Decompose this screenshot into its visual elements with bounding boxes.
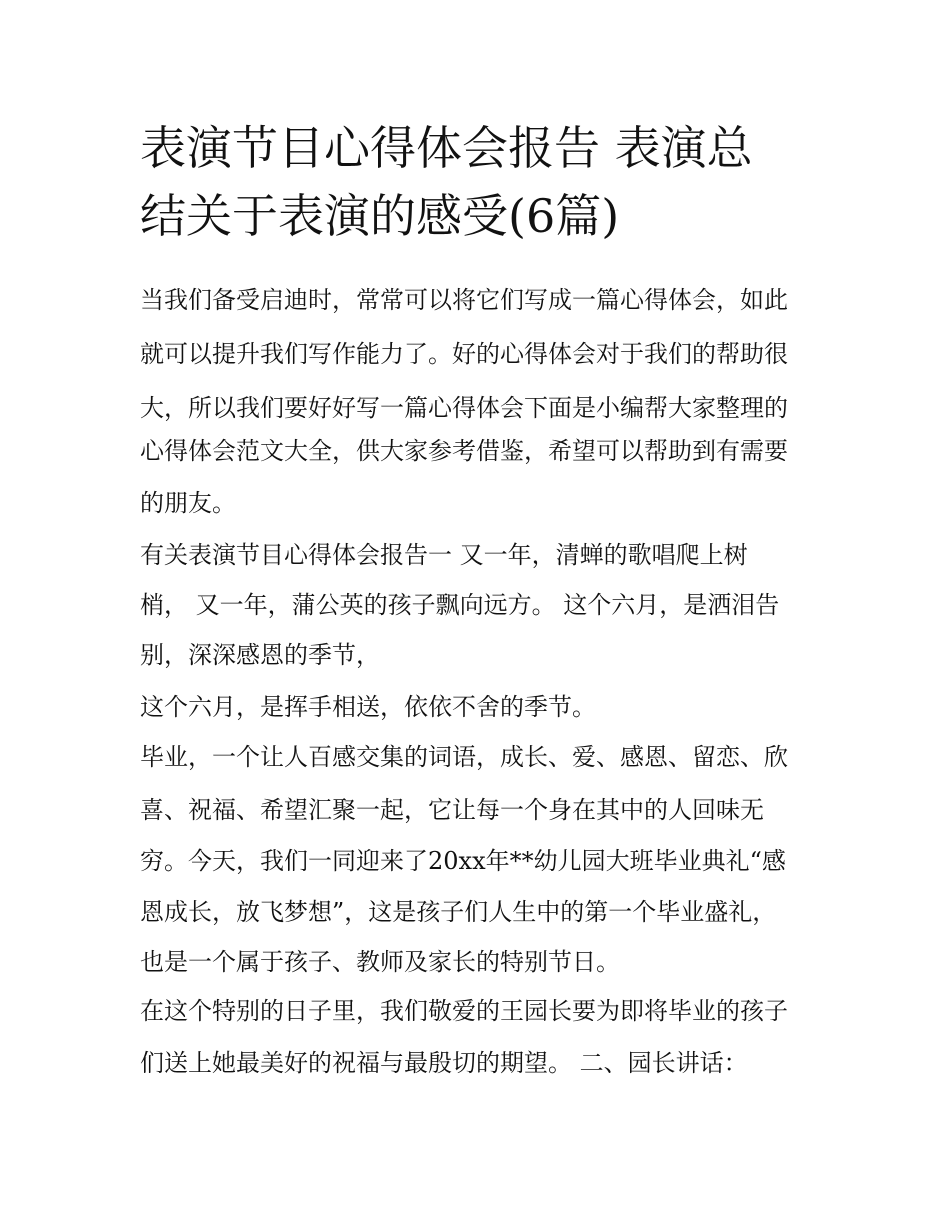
body-line: 恩成长，放飞梦想”，这是孩子们人生中的第一个毕业盛礼， bbox=[140, 898, 777, 926]
body-line: 梢， 又一年，蒲公英的孩子飘向远方。 这个六月，是洒泪告 bbox=[140, 591, 780, 619]
body-line: 别，深深感恩的季节， bbox=[140, 641, 380, 669]
body-line: 这个六月，是挥手相送，依依不舍的季节。 bbox=[140, 693, 596, 721]
body-line: 也是一个属于孩子、教师及家长的特别节日。 bbox=[140, 948, 620, 976]
body-line: 有关表演节目心得体会报告一 又一年，清蝉的歌唱爬上树 bbox=[140, 541, 748, 569]
body-line: 在这个特别的日子里，我们敬爱的王园长要为即将毕业的孩子 bbox=[140, 997, 788, 1025]
body-line: 毕业，一个让人百感交集的词语，成长、爱、感恩、留恋、欣 bbox=[140, 743, 788, 771]
document-title-line-1: 表演节目心得体会报告 表演总 bbox=[140, 121, 753, 175]
body-line: 穷。今天，我们一同迎来了20xx年**幼儿园大班毕业典礼“感 bbox=[140, 847, 786, 875]
body-line: 当我们备受启迪时，常常可以将它们写成一篇心得体会，如此 bbox=[140, 286, 788, 314]
body-line: 就可以提升我们写作能力了。好的心得体会对于我们的帮助很 bbox=[140, 340, 788, 368]
body-line: 心得体会范文大全，供大家参考借鉴，希望可以帮助到有需要 bbox=[140, 437, 788, 465]
body-line: 大，所以我们要好好写一篇心得体会下面是小编帮大家整理的 bbox=[140, 394, 788, 422]
body-line: 喜、祝福、希望汇聚一起，它让每一个身在其中的人回味无 bbox=[140, 796, 764, 824]
document-title-line-2: 结关于表演的感受(6篇) bbox=[140, 189, 620, 243]
body-line: 的朋友。 bbox=[140, 489, 236, 517]
body-line: 们送上她最美好的祝福与最殷切的期望。 二、园长讲话： bbox=[140, 1049, 748, 1077]
